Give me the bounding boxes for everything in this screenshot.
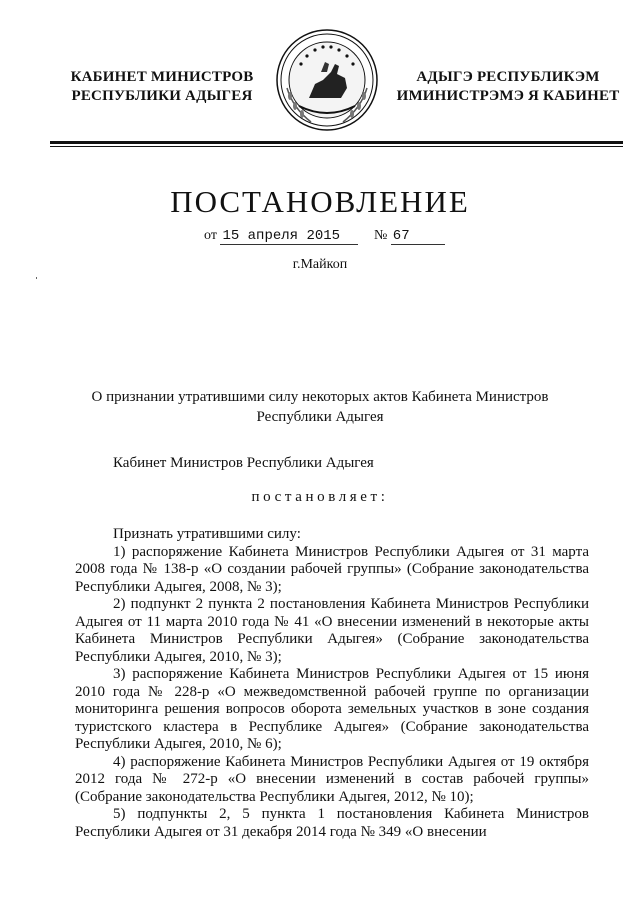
body-item-4: 4) распоряжение Кабинета Министров Республики Адыгея от 19 октября 2012 года № 272-р «О внесении изменений в состав рабочей группы» (Собрание законодательства Республики Адыгея, 2012, № 10); (75, 753, 589, 805)
body-item-2: 2) подпункт 2 пункта 2 постановления Кабинета Министров Республики Адыгея от 11 марта 2010 года № 41 «О внесении изменений в некоторые акты Кабинета Министров Республики Адыгея» (Собрание законодательства Республики Адыгея, 2010, № 3); (75, 596, 589, 665)
date-prefix: от (204, 228, 217, 243)
date-number-line (204, 228, 445, 245)
document-title: ПОСТАНОВЛЕНИЕ (170, 184, 470, 219)
scan-speck (36, 277, 37, 279)
issuer-line-1: КАБИНЕТ МИНИСТРОВ (70, 69, 254, 85)
number-sign: № (373, 228, 388, 243)
coat-of-arms-icon (275, 28, 379, 132)
body-item-5: 5) подпункты 2, 5 пункта 1 постановления Кабинета Министров Республики Адыгея от 31 декабря 2014 года № 349 «О внесении (75, 806, 589, 840)
issuer-statement: Кабинет Министров Республики Адыгея (113, 455, 374, 471)
issuer-name-adyghe (396, 68, 620, 106)
body-item-3: 3) распоряжение Кабинета Министров Республики Адыгея от 15 июня 2010 года № 228-р «О межведомственной рабочей группе по организации мониторинга решения вопросов оборота земельных участков в зоне создания туристского кластера в Республике Адыгея» (Собрание законодательства Республики Адыгея, 2010, № 6); (75, 666, 589, 752)
date-value: 15 апреля 2015 (220, 229, 358, 245)
city: г.Майкоп (292, 257, 348, 272)
resolves-word: постановляет: (251, 489, 389, 505)
body-intro: Признать утратившими силу: (113, 526, 301, 542)
issuer-adyghe-line-2: ИМИНИСТРЭМЭ Я КАБИНЕТ (396, 88, 620, 104)
number-value: 67 (391, 229, 445, 245)
header-rule-thin (50, 146, 623, 147)
body-item-1: 1) распоряжение Кабинета Министров Республики Адыгея от 31 марта 2008 года № 138-р «О создании рабочей группы» (Собрание законодательства Республики Адыгея, 2008, № 3); (75, 543, 589, 595)
document-subject: О признании утратившими силу некоторых актов Кабинета Министров Республики Адыгея (91, 389, 549, 425)
issuer-line-2: РЕСПУБЛИКИ АДЫГЕЯ (71, 88, 253, 104)
header-rule-thick (50, 141, 623, 144)
issuer-adyghe-line-1: АДЫГЭ РЕСПУБЛИКЭМ (416, 69, 600, 85)
issuer-name-russian (62, 68, 262, 106)
document-body (75, 526, 589, 841)
